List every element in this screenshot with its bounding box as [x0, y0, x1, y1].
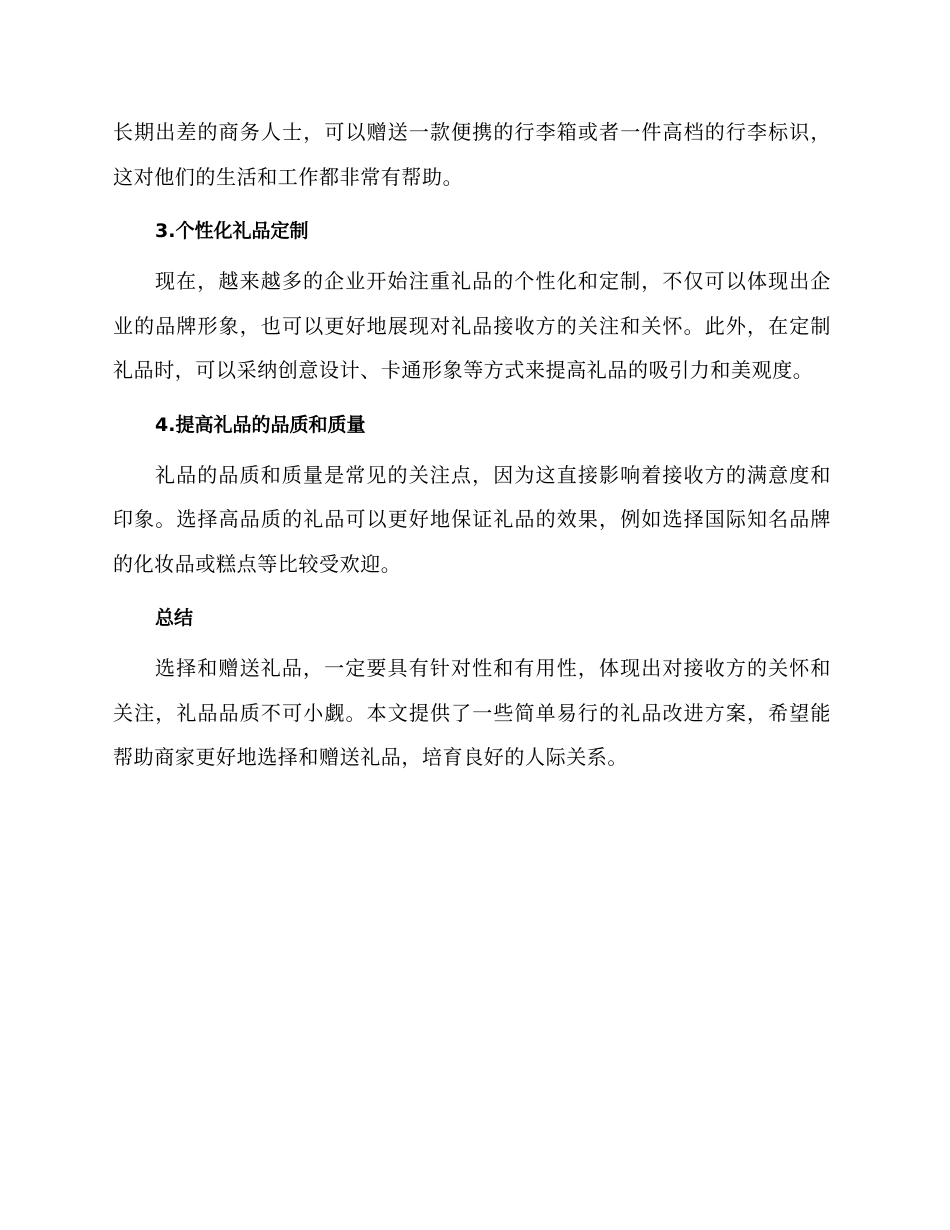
section-heading-quality: 4.提高礼品的品质和质量	[155, 413, 366, 436]
paragraph-quality: 礼品的品质和质量是常见的关注点，因为这直接影响着接收方的满意度和印象。选择高品质的礼品可以更好地保证礼品的效果，例如选择国际知名品牌的化妆品或糕点等比较受欢迎。	[113, 462, 831, 576]
section-heading-customization: 3.个性化礼品定制	[155, 220, 309, 242]
paragraph-business-travel-gifts: 长期出差的商务人士，可以赠送一款便携的行李箱或者一件高档的行李标识，这对他们的生活和工作都非常有帮助。	[113, 120, 831, 189]
paragraph-summary: 选择和赠送礼品，一定要具有针对性和有用性，体现出对接收方的关怀和关注，礼品品质不可小觑。本文提供了一些简单易行的礼品改进方案，希望能帮助商家更好地选择和赠送礼品，培育良好的人际关系。	[113, 656, 831, 769]
document-body	[113, 110, 831, 780]
section-heading-summary: 总结	[155, 607, 194, 629]
paragraph-customization: 现在，越来越多的企业开始注重礼品的个性化和定制，不仅可以体现出企业的品牌形象，也可以更好地展现对礼品接收方的关注和关怀。此外，在定制礼品时，可以采纳创意设计、卡通形象等方式来提高礼品的吸引力和美观度。	[113, 269, 831, 382]
